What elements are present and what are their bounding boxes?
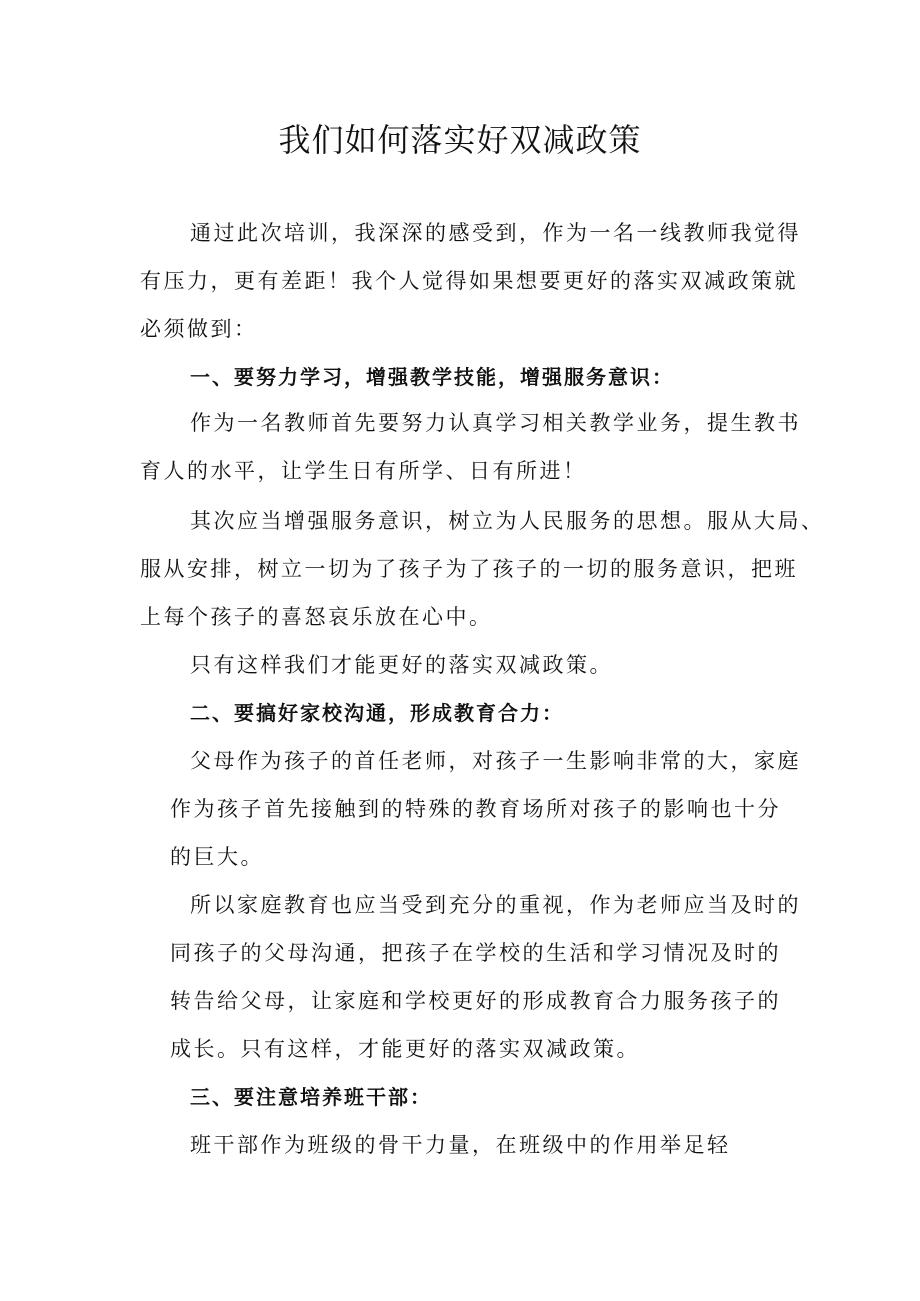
section-heading-1: 一、要努力学习，增强教学技能，增强服务意识： xyxy=(190,365,674,389)
section-heading-2: 二、要搞好家校沟通，形成教育合力： xyxy=(190,701,564,725)
paragraph-line: 所以家庭教育也应当受到充分的重视，作为老师应当及时的 xyxy=(190,893,801,917)
paragraph-line: 服从安排，树立一切为了孩子为了孩子的一切的服务意识，把班 xyxy=(140,557,798,581)
paragraph-line: 的巨大。 xyxy=(170,845,264,869)
paragraph-line: 班干部作为班级的骨干力量，在班级中的作用举足轻 xyxy=(190,1133,731,1157)
paragraph-line: 其次应当增强服务意识，树立为人民服务的思想。服从大局、 xyxy=(190,509,825,533)
paragraph-line: 同孩子的父母沟通，把孩子在学校的生活和学习情况及时的 xyxy=(170,941,781,965)
paragraph-line: 父母作为孩子的首任老师，对孩子一生影响非常的大，家庭 xyxy=(190,749,801,773)
paragraph-line: 作为孩子首先接触到的特殊的教育场所对孩子的影响也十分 xyxy=(170,797,781,821)
paragraph-line: 上每个孩子的喜怒哀乐放在心中。 xyxy=(140,605,493,629)
paragraph-line: 作为一名教师首先要努力认真学习相关教学业务，提生教书 xyxy=(190,411,801,435)
document-title: 我们如何落实好双减政策 xyxy=(278,121,642,159)
paragraph-line: 育人的水平，让学生日有所学、日有所进！ xyxy=(140,459,587,483)
paragraph-line: 成长。只有这样，才能更好的落实双减政策。 xyxy=(170,1037,640,1061)
paragraph-line: 转告给父母，让家庭和学校更好的形成教育合力服务孩子的 xyxy=(170,989,781,1013)
paragraph-line: 有压力，更有差距！我个人觉得如果想要更好的落实双减政策就 xyxy=(140,269,798,293)
paragraph-line: 必须做到： xyxy=(140,317,258,341)
paragraph-line: 通过此次培训，我深深的感受到，作为一名一线教师我觉得 xyxy=(190,221,801,245)
paragraph-line: 只有这样我们才能更好的落实双减政策。 xyxy=(190,653,613,677)
section-heading-3: 三、要注意培养班干部： xyxy=(190,1085,432,1109)
